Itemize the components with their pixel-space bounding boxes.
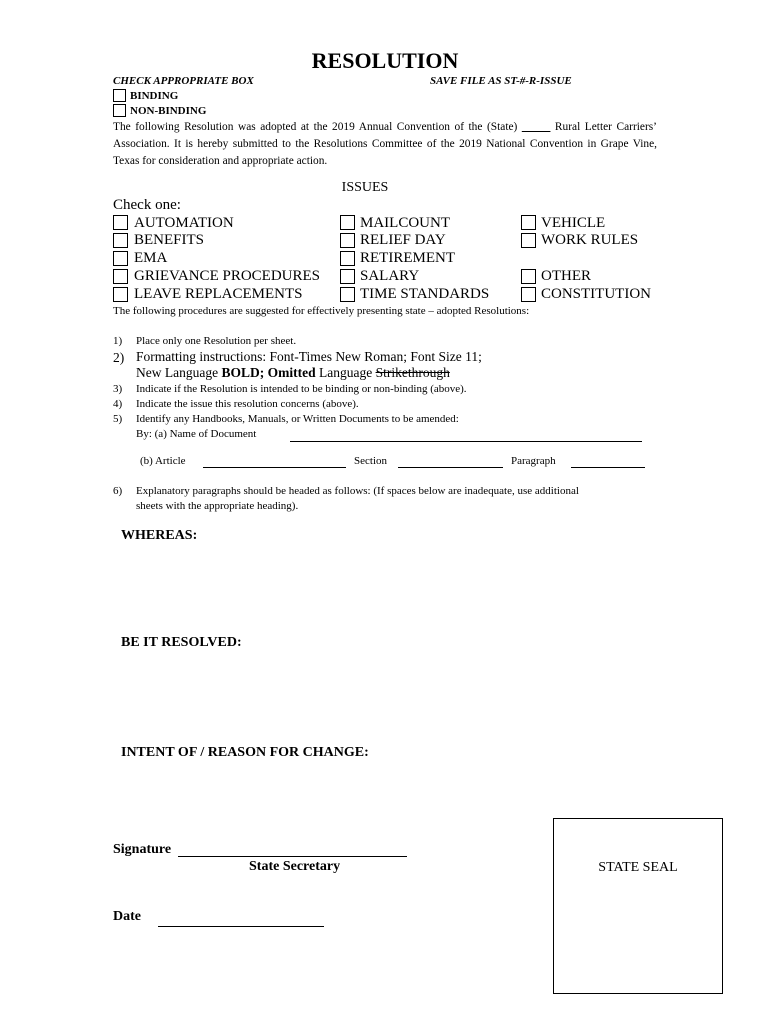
binding-label: BINDING (130, 90, 179, 102)
strikethrough-text: Strikethrough (375, 365, 450, 380)
procedure-item-3: Indicate if the Resolution is intended to be binding or non-binding (above). (136, 383, 467, 395)
procedure-number-4: 4) (113, 398, 123, 410)
procedures-intro: The following procedures are suggested for effectively presenting state – adopted Resolutions: (113, 305, 530, 317)
state-seal-box (553, 818, 723, 994)
intro-text-2: Rural Letter Carriers’ Association. It is hereby submitted to the Resolutions Committee of the 2019 National Convention in Grape Vine, Texas for consideration and appropriate action. (113, 121, 657, 167)
intent-heading: INTENT OF / REASON FOR CHANGE: (121, 745, 369, 760)
state-secretary-label: State Secretary (249, 859, 341, 874)
signature-line[interactable] (178, 856, 407, 857)
issue-label-constitution: CONSTITUTION (541, 286, 651, 302)
binding-checkbox[interactable] (113, 89, 126, 102)
non-binding-label: NON-BINDING (130, 105, 207, 117)
issue-label-benefits: BENEFITS (134, 232, 205, 248)
whereas-heading: WHEREAS: (121, 528, 198, 543)
state-seal-label: STATE SEAL (598, 860, 678, 875)
issue-label-mailcount: MAILCOUNT (360, 215, 450, 231)
procedure-item-6-cont: sheets with the appropriate heading). (136, 500, 299, 512)
procedure-item-4: Indicate the issue this resolution concerns (above). (136, 398, 359, 410)
issue-label-work-rules: WORK RULES (541, 232, 639, 248)
intro-text-1: The following Resolution was adopted at the 2019 Annual Convention of the (State) (113, 121, 518, 133)
issue-label-time-standards: TIME STANDARDS (360, 286, 490, 302)
language-text: Language (318, 365, 373, 380)
issue-label-salary: SALARY (360, 268, 420, 284)
section-label: Section (354, 455, 387, 467)
state-blank[interactable]: _____ (521, 121, 551, 133)
new-language-text: New Language (136, 365, 219, 380)
article-line[interactable] (203, 467, 346, 468)
check-one-label: Check one: (113, 197, 181, 213)
article-label: (b) Article (140, 455, 186, 467)
issue-label-ema: EMA (134, 250, 168, 266)
issue-label-relief-day: RELIEF DAY (360, 232, 446, 248)
issue-label-retirement: RETIREMENT (360, 250, 455, 266)
paragraph-label: Paragraph (511, 455, 556, 467)
save-file-instruction: SAVE FILE AS ST-#-R-ISSUE (430, 75, 572, 87)
procedure-number-1: 1) (113, 335, 123, 347)
bold-omitted-text: BOLD; Omitted (221, 365, 316, 380)
document-name-label: By: (a) Name of Document (136, 428, 257, 440)
issue-checkbox-leave[interactable] (113, 287, 128, 302)
procedure-item-5: Identify any Handbooks, Manuals, or Written Documents to be amended: (136, 413, 459, 425)
issue-checkbox-benefits[interactable] (113, 233, 128, 248)
resolved-heading: BE IT RESOLVED: (121, 635, 242, 650)
issue-checkbox-retirement[interactable] (340, 251, 355, 266)
issue-checkbox-time-standards[interactable] (340, 287, 355, 302)
issue-label-grievance: GRIEVANCE PROCEDURES (134, 268, 320, 284)
issue-checkbox-automation[interactable] (113, 215, 128, 230)
document-name-line[interactable] (290, 441, 642, 442)
procedure-item-2-format (136, 365, 450, 381)
procedure-number-6: 6) (113, 485, 123, 497)
issue-checkbox-ema[interactable] (113, 251, 128, 266)
procedure-number-5: 5) (113, 413, 123, 425)
page-title: RESOLUTION (311, 48, 459, 73)
issue-checkbox-vehicle[interactable] (521, 215, 536, 230)
procedure-item-2: Formatting instructions: Font-Times New Roman; Font Size 11; (136, 349, 482, 364)
issue-checkbox-other[interactable] (521, 269, 536, 284)
procedure-item-6: Explanatory paragraphs should be headed as follows: (If spaces below are inadequate, use additional (136, 485, 579, 497)
procedure-item-1: Place only one Resolution per sheet. (136, 335, 297, 347)
issue-checkbox-constitution[interactable] (521, 287, 536, 302)
issue-checkbox-relief-day[interactable] (340, 233, 355, 248)
non-binding-checkbox[interactable] (113, 104, 126, 117)
check-box-instruction: CHECK APPROPRIATE BOX (113, 75, 254, 87)
date-line[interactable] (158, 926, 324, 927)
signature-label: Signature (113, 842, 172, 857)
issue-checkbox-grievance[interactable] (113, 269, 128, 284)
procedure-number-3: 3) (113, 383, 123, 395)
issue-checkbox-work-rules[interactable] (521, 233, 536, 248)
issue-label-leave: LEAVE REPLACEMENTS (134, 286, 303, 302)
procedure-number-2: 2) (113, 350, 125, 365)
issue-label-automation: AUTOMATION (134, 215, 234, 231)
section-line[interactable] (398, 467, 503, 468)
issues-heading: ISSUES (341, 180, 389, 195)
issue-label-other: OTHER (541, 268, 591, 284)
paragraph-line[interactable] (571, 467, 645, 468)
issue-label-vehicle: VEHICLE (541, 215, 606, 231)
issue-checkbox-salary[interactable] (340, 269, 355, 284)
intro-paragraph (113, 119, 657, 170)
issue-checkbox-mailcount[interactable] (340, 215, 355, 230)
date-label: Date (113, 909, 141, 924)
